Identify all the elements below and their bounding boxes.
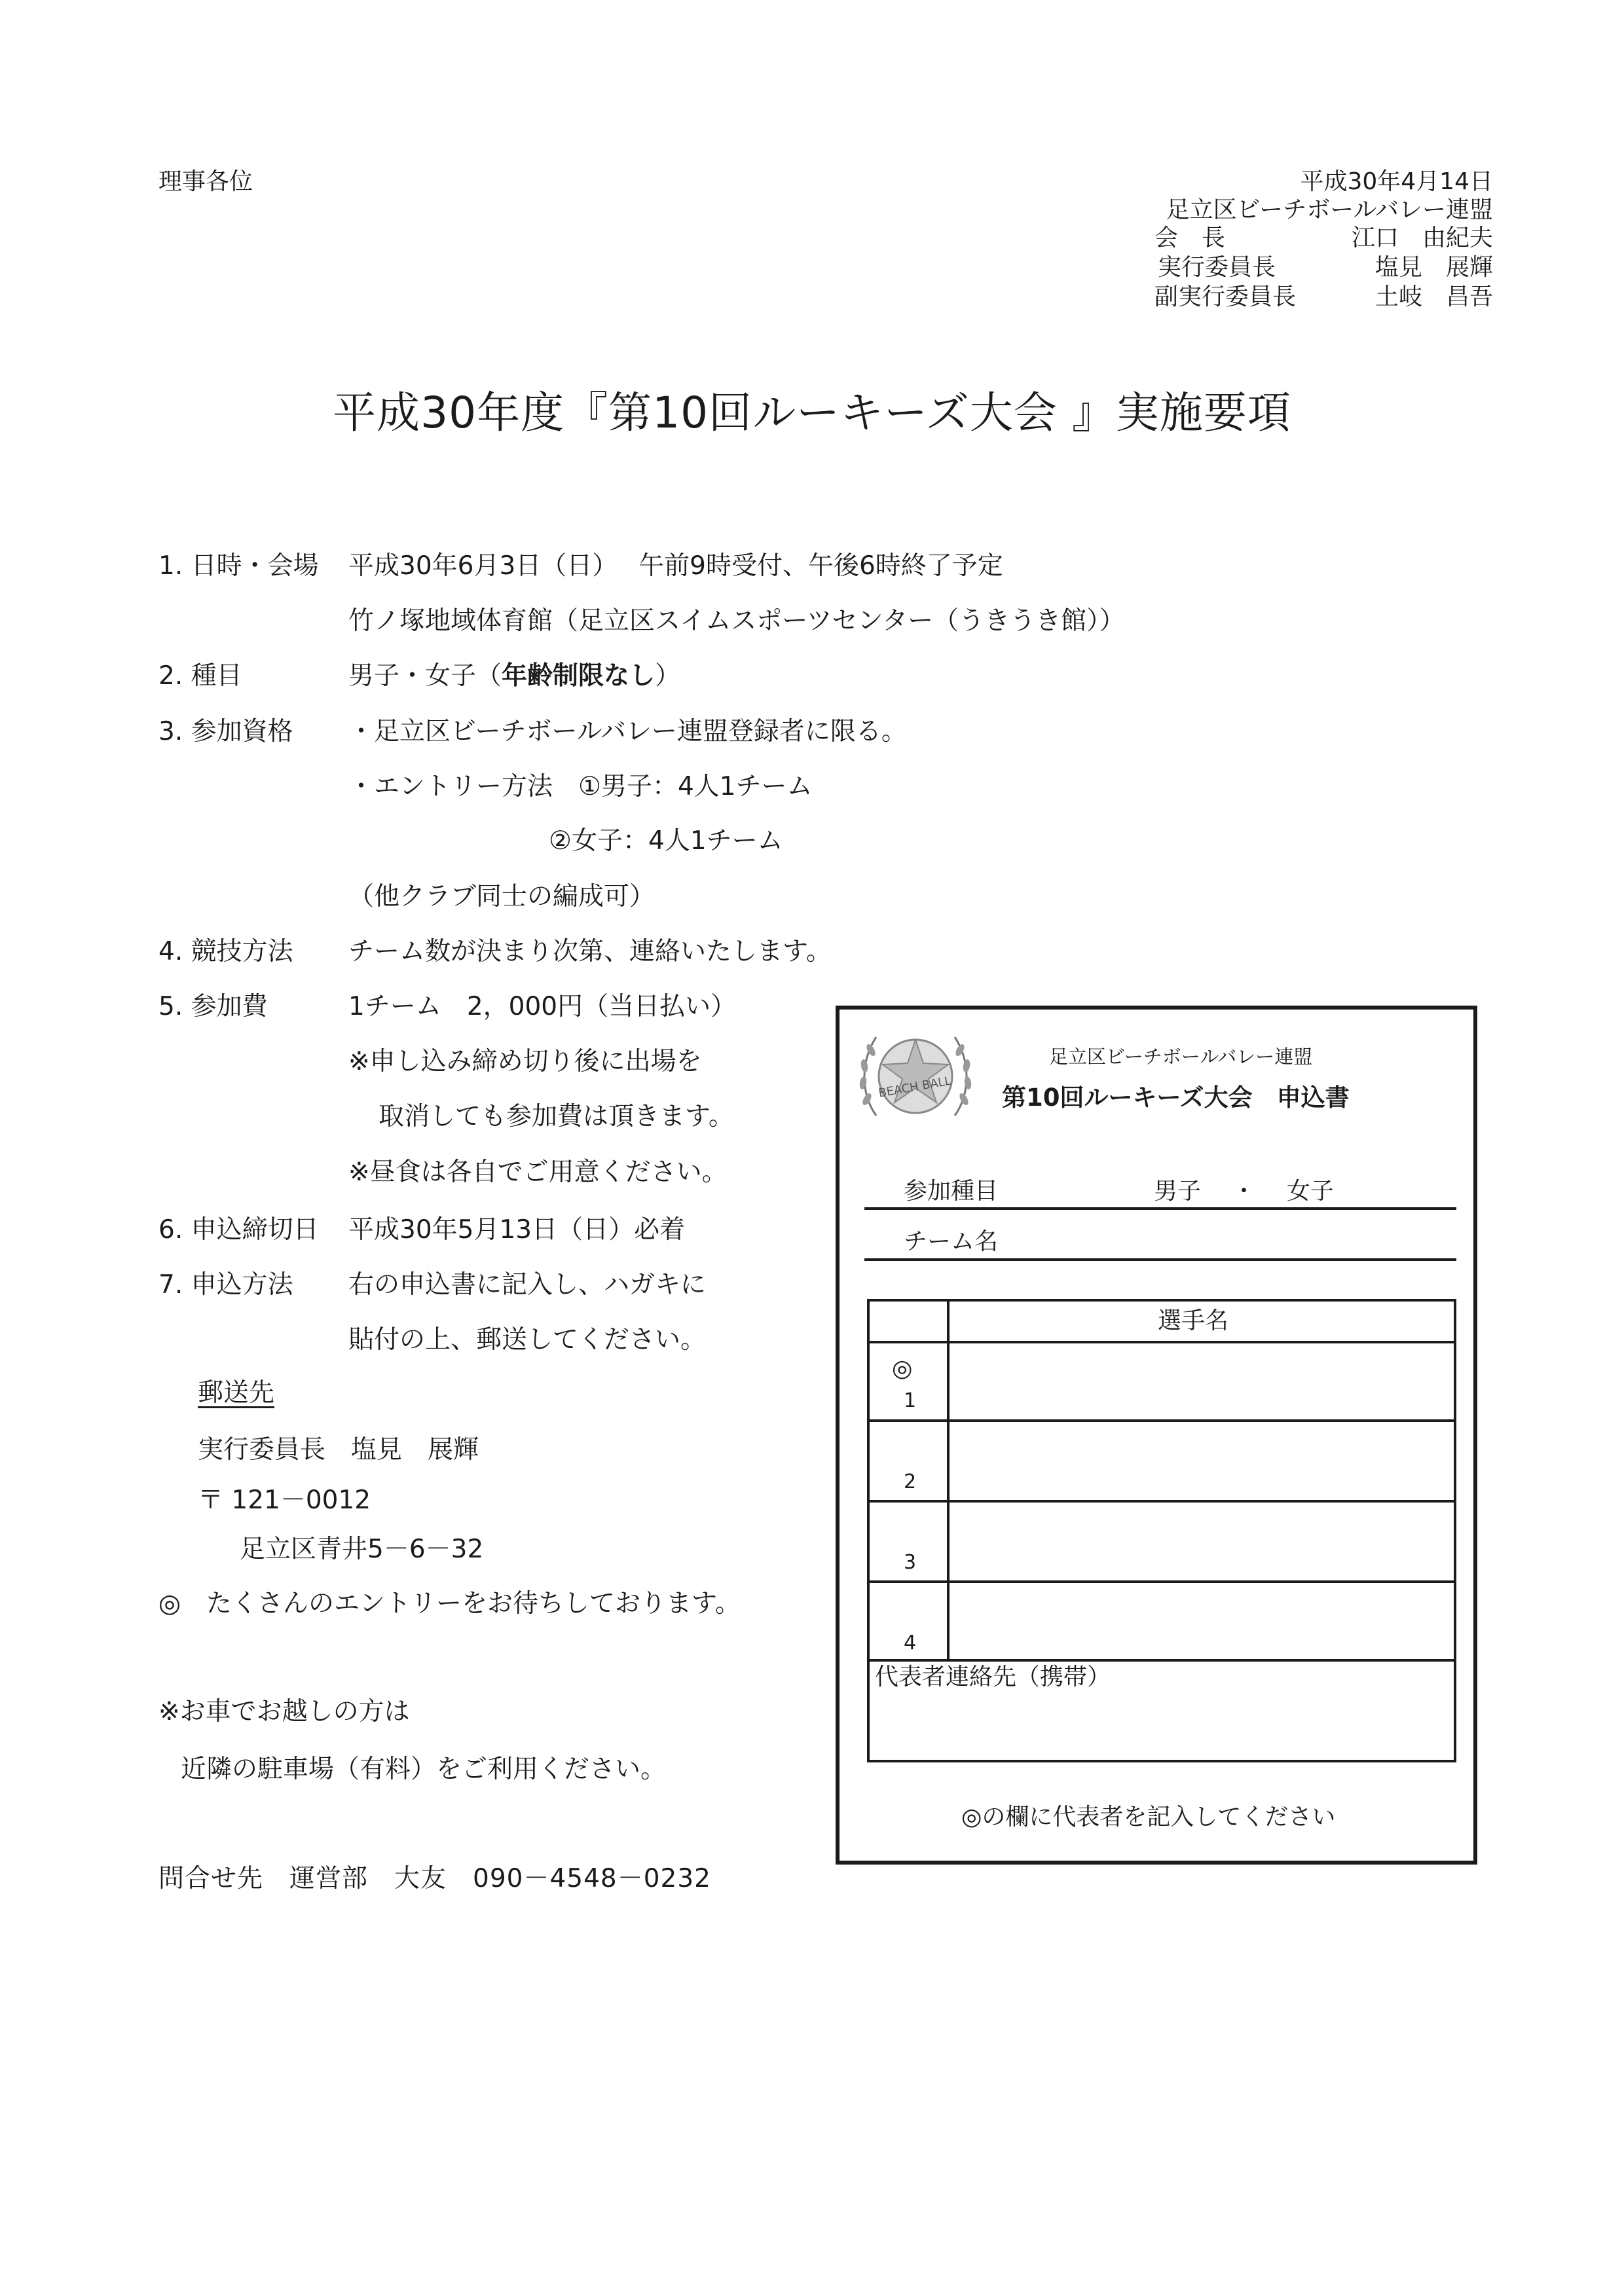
table-divider	[947, 1302, 950, 1659]
car-note: ※お車でお越しの方は	[158, 1697, 410, 1726]
table-divider	[870, 1659, 1454, 1662]
item-text: 平成30年5月13日（日）必着	[348, 1215, 686, 1245]
representative-mark: ◎	[892, 1355, 913, 1382]
category-label: 参加種目	[904, 1178, 999, 1205]
event-close: ）	[655, 661, 681, 691]
item-label: 3. 参加資格	[158, 717, 293, 746]
representative-contact-label: 代表者連絡先（携帯）	[875, 1664, 1111, 1690]
item-text: ※昼食は各自でご用意ください。	[348, 1157, 728, 1187]
form-footer-note: ◎の欄に代表者を記入してください	[961, 1804, 1336, 1831]
event-bold: 年齢制限なし	[502, 661, 655, 691]
players-header: 選手名	[1158, 1307, 1229, 1334]
item-text: 右の申込書に記入し、ハガキに	[348, 1270, 707, 1300]
row-number: 2	[904, 1470, 917, 1493]
signatory-role: 副実行委員長	[1154, 283, 1297, 310]
team-name-label: チーム名	[904, 1228, 999, 1255]
organization: 足立区ビーチボールバレー連盟	[1166, 196, 1493, 223]
signatory-role: 会 長	[1154, 225, 1226, 251]
category-options: 男子 ・ 女子	[1154, 1178, 1334, 1205]
team-name-underline	[864, 1258, 1456, 1261]
signatory-name: 土岐 昌吾	[1375, 283, 1493, 310]
date: 平成30年4月14日	[1300, 168, 1493, 195]
item-text: ・エントリー方法 ①男子：4人1チーム	[348, 772, 813, 801]
item-label: 7. 申込方法	[158, 1270, 293, 1300]
beach-ball-logo	[850, 1017, 981, 1142]
recipient: 理事各位	[158, 168, 253, 195]
category-underline	[864, 1207, 1456, 1210]
player-table	[867, 1299, 1456, 1762]
table-divider	[870, 1419, 1454, 1422]
item-text: チーム数が決まり次第、連絡いたします。	[348, 937, 832, 966]
item-text: 1チーム 2，000円（当日払い）	[348, 992, 737, 1021]
row-number: 3	[904, 1551, 917, 1574]
contact-info: 問合せ先 運営部 大友 090－4548－0232	[158, 1864, 711, 1893]
mailing-postal: 〒 121－0012	[198, 1485, 371, 1515]
item-text: 貼付の上、郵送してください。	[348, 1325, 707, 1355]
signatory-name: 江口 由紀夫	[1351, 225, 1493, 251]
row-number: 1	[904, 1389, 917, 1412]
logo-text: BEACH BALL	[877, 1074, 953, 1101]
item-text: ②女子：4人1チーム	[549, 826, 783, 856]
application-form	[836, 1006, 1477, 1865]
car-note: 近隣の駐車場（有料）をご利用ください。	[181, 1755, 667, 1784]
signatory-role: 実行委員長	[1158, 254, 1276, 281]
item-text: 平成30年6月3日（日） 午前9時受付、午後6時終了予定	[348, 551, 1003, 581]
item-label: 1. 日時・会場	[158, 551, 319, 581]
form-title: 第10回ルーキーズ大会 申込書	[1002, 1084, 1350, 1112]
item-label: 4. 競技方法	[158, 937, 293, 966]
item-text: ※申し込み締め切り後に出場を	[348, 1047, 702, 1076]
signatory-name: 塩見 展輝	[1375, 254, 1493, 281]
table-divider	[870, 1500, 1454, 1503]
item-label: 6. 申込締切日	[158, 1215, 319, 1245]
entries-note: ◎ たくさんのエントリーをお待ちしております。	[158, 1589, 741, 1618]
item-text	[348, 663, 680, 689]
mailing-heading: 郵送先	[198, 1378, 275, 1408]
event-text: 男子・女子（	[348, 661, 502, 691]
item-text: 取消しても参加費は頂きます。	[378, 1102, 734, 1131]
mailing-address: 足立区青井5－6－32	[240, 1535, 484, 1564]
item-label: 5. 参加費	[158, 992, 268, 1021]
form-organization: 足立区ビーチボールバレー連盟	[1049, 1046, 1313, 1068]
item-label: 2. 種目	[158, 661, 242, 691]
table-divider	[870, 1580, 1454, 1583]
table-divider	[870, 1341, 1454, 1343]
item-text: （他クラブ同士の編成可）	[348, 882, 655, 911]
item-text: 竹ノ塚地域体育館（足立区スイムスポーツセンター（うきうき館））	[348, 606, 1125, 636]
mailing-recipient: 実行委員長 塩見 展輝	[198, 1435, 479, 1465]
item-text: ・足立区ビーチボールバレー連盟登録者に限る。	[348, 717, 907, 746]
document-title: 平成30年度『第10回ルーキーズ大会 』実施要項	[333, 388, 1291, 438]
row-number: 4	[904, 1631, 917, 1654]
